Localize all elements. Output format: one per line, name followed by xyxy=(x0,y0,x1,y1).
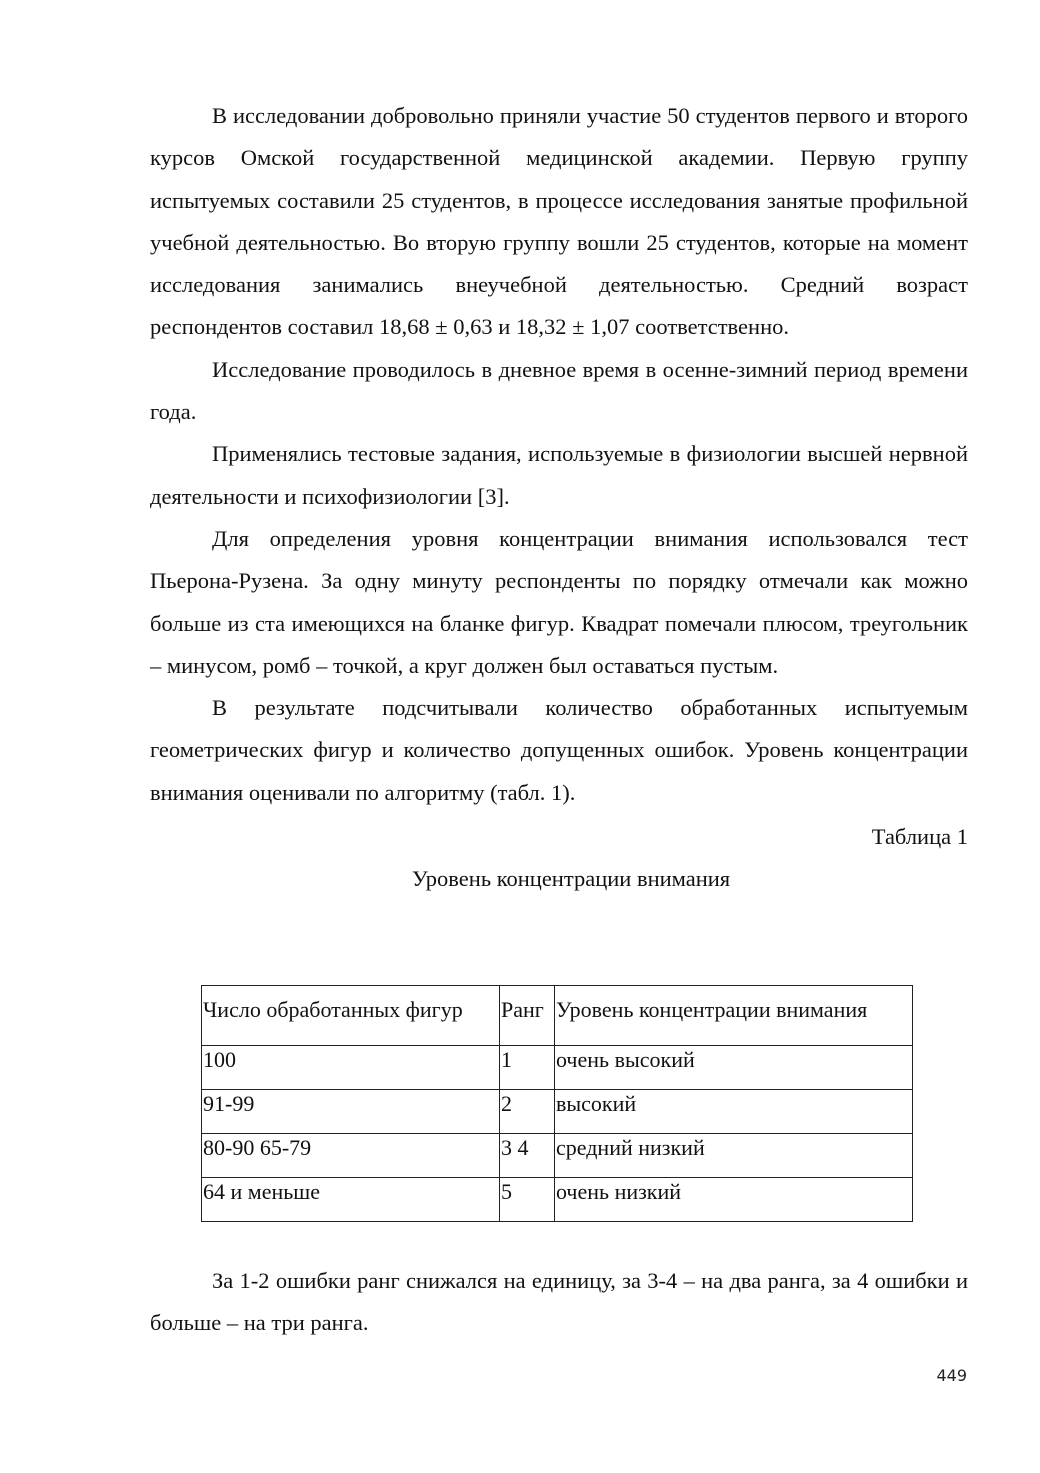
table-cell: 1 xyxy=(500,1046,555,1090)
table-header-cell: Число обработанных фигур xyxy=(202,986,500,1046)
page-number: 449 xyxy=(936,1366,967,1385)
table-cell: высокий xyxy=(555,1090,913,1134)
table-cell: 2 xyxy=(500,1090,555,1134)
table-label: Таблица 1 xyxy=(871,824,968,850)
table-cell: 64 и меньше xyxy=(202,1178,500,1222)
paragraph-participants: В исследовании добровольно приняли участие 50 студентов первого и второго курсов Омской государственной медицинской академии. Первую группу испытуемых составили 25 студентов, в процессе исследования занятые профильной учебной деятельностью. Во вторую группу вошли 25 студентов, которые на момент исследования занимались внеучебной деятельностью. Средний возраст респондентов составил 18,68 ± 0,63 и 18,32 ± 1,07 соответственно. xyxy=(150,103,968,340)
paragraph-time: Исследование проводилось в дневное время в осенне-зимний период времени года. xyxy=(150,356,968,425)
table-row xyxy=(202,1046,913,1090)
table-row xyxy=(202,1134,913,1178)
paragraph-error-rule: За 1-2 ошибки ранг снижался на единицу, за 3-4 – на два ранга, за 4 ошибки и больше – на три ранга. xyxy=(150,1268,968,1336)
table-cell: 91-99 xyxy=(202,1090,500,1134)
concentration-table xyxy=(201,985,913,1222)
table-cell: 5 xyxy=(500,1178,555,1222)
table-cell: 100 xyxy=(202,1046,500,1090)
document-body xyxy=(150,95,968,900)
table-header-cell: Уровень концентрации внимания xyxy=(555,986,913,1046)
table-header-cell: Ранг xyxy=(500,986,555,1046)
table-header-row xyxy=(202,986,913,1046)
table-row xyxy=(202,1178,913,1222)
table-cell: 80-90 65-79 xyxy=(202,1134,500,1178)
paragraph-pieron-test: Для определения уровня концентрации внимания использовался тест Пьерона-Рузена. За одну минуту респонденты по порядку отмечали как можно больше из ста имеющихся на бланке фигур. Квадрат помечали плюсом, треугольник – минусом, ромб – точкой, а круг должен был оставаться пустым. xyxy=(150,525,968,678)
table-cell: очень высокий xyxy=(555,1046,913,1090)
paragraph-tests: Применялись тестовые задания, используемые в физиологии высшей нервной деятельности и психофизиологии [3]. xyxy=(150,441,968,509)
table-title: Уровень концентрации внимания xyxy=(411,866,731,892)
table-cell: средний низкий xyxy=(555,1134,913,1178)
table-row xyxy=(202,1090,913,1134)
paragraph-results: В результате подсчитывали количество обработанных испытуемым геометрических фигур и количество допущенных ошибок. Уровень концентрации внимания оценивали по алгоритму (табл. 1). xyxy=(150,695,968,805)
table-cell: 3 4 xyxy=(500,1134,555,1178)
table-cell: очень низкий xyxy=(555,1178,913,1222)
after-table-section xyxy=(150,1260,968,1345)
